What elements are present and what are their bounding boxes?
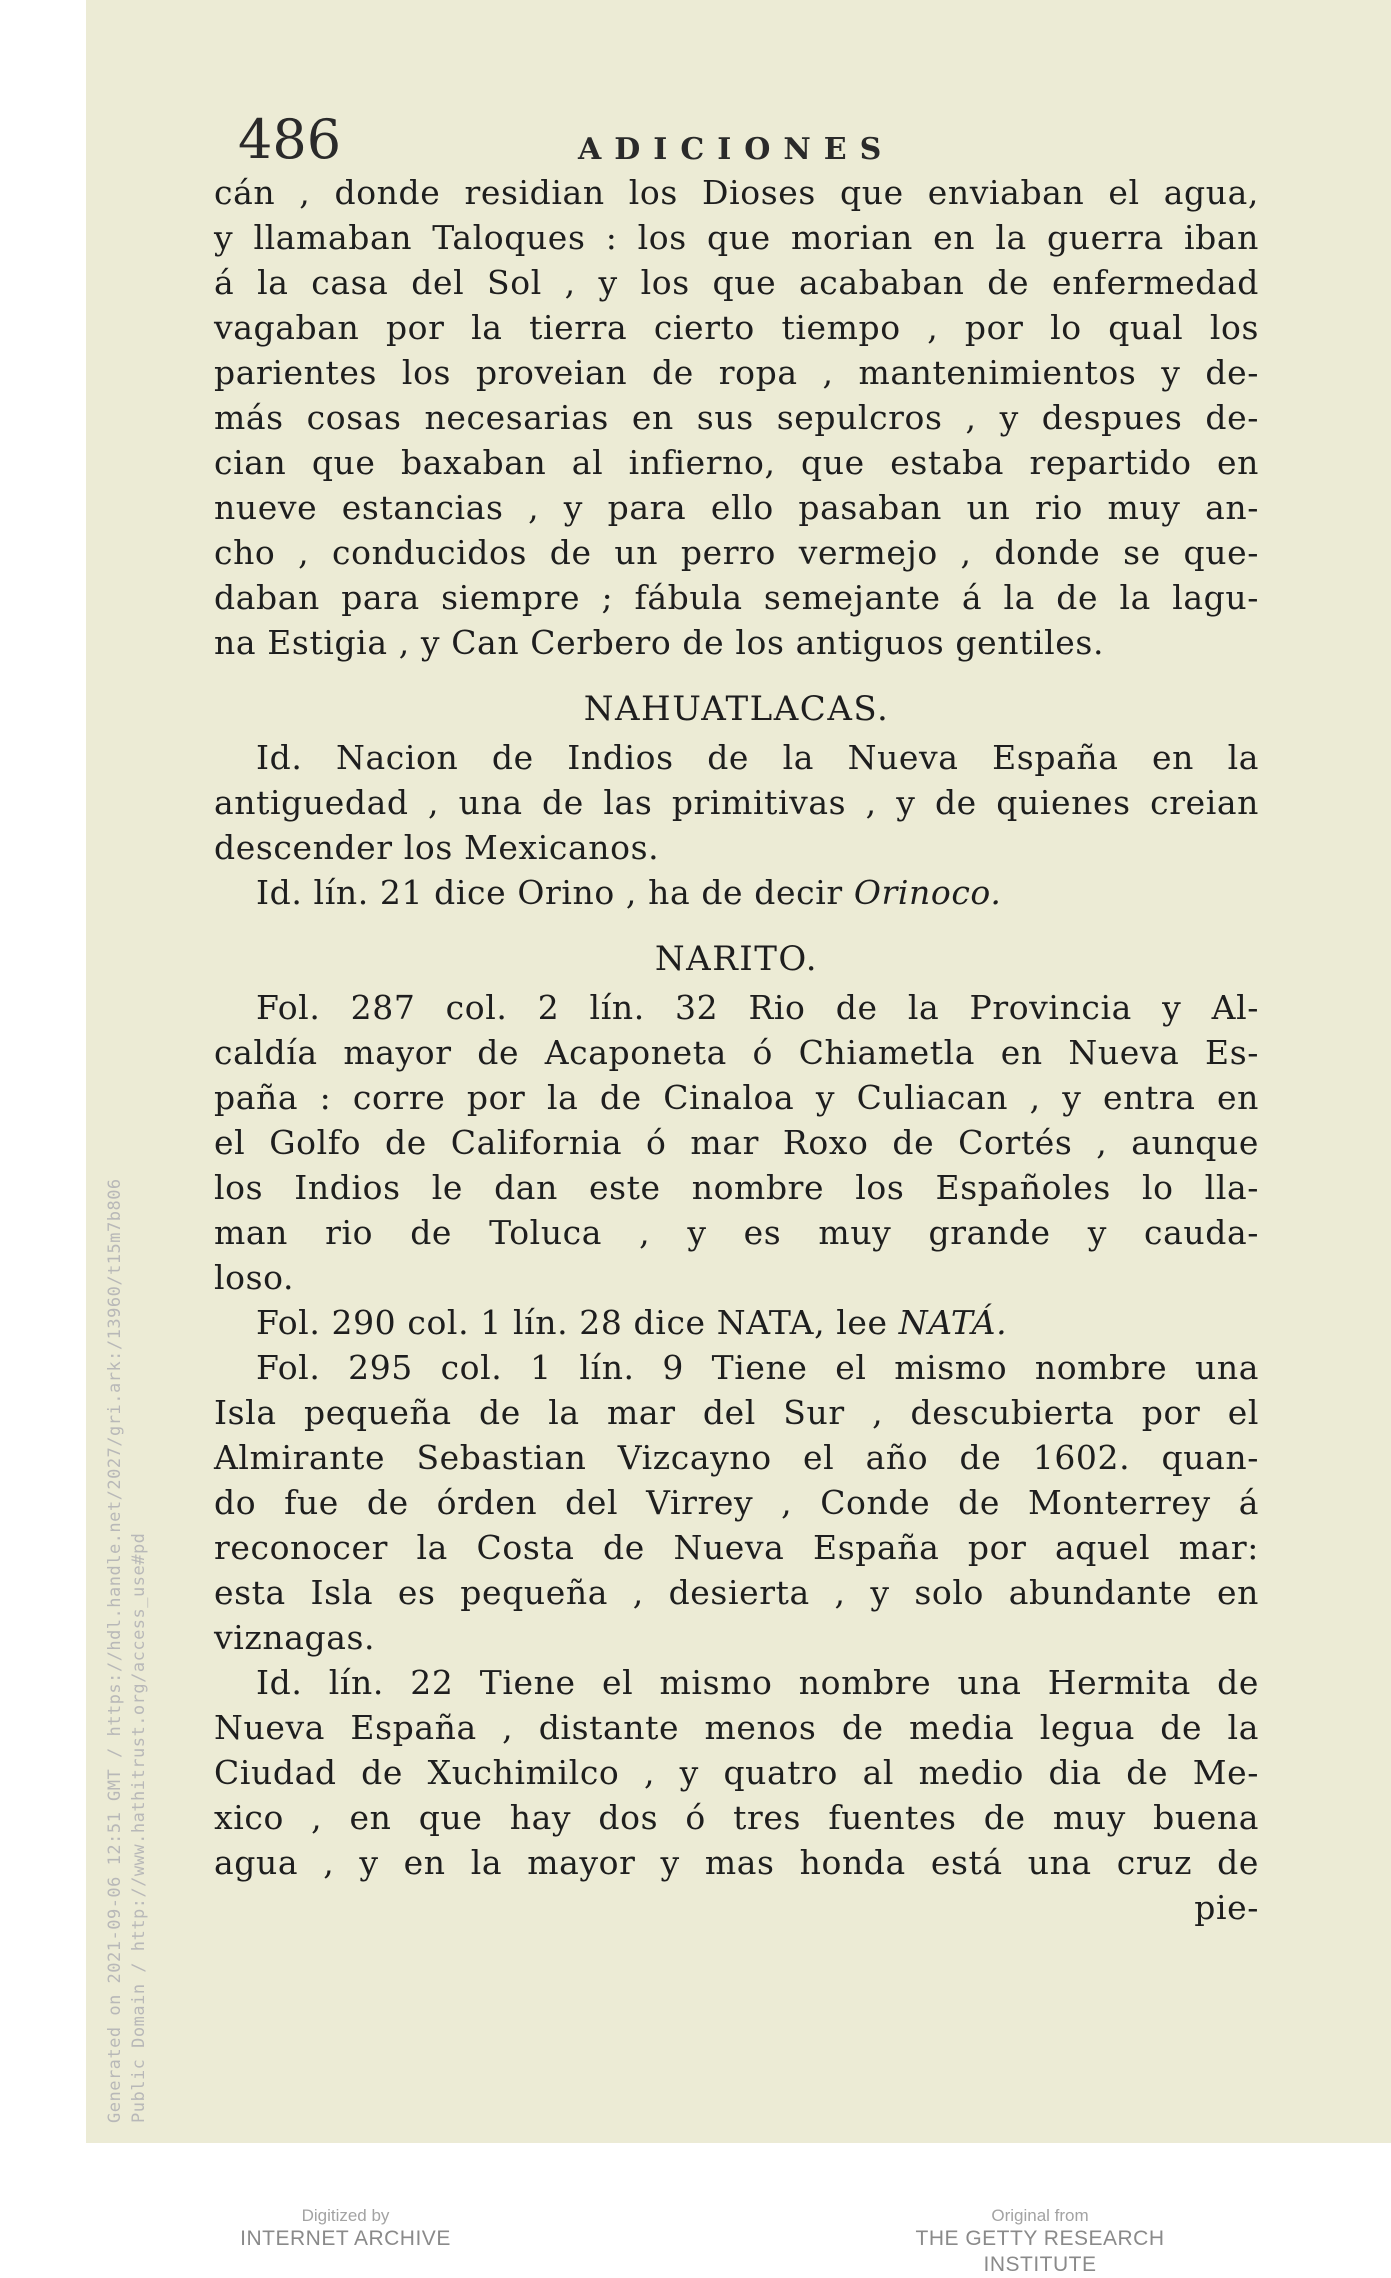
catchword: pie- xyxy=(1194,1888,1259,1927)
text-line: do fue de órden del Virrey , Conde de Monterrey á xyxy=(214,1483,1259,1522)
text-line: Nueva España , distante menos de media legua de la xyxy=(214,1708,1259,1747)
text-line: á la casa del Sol , y los que acababan de enfermedad xyxy=(214,263,1259,302)
text-line: man rio de Toluca , y es muy grande y cauda- xyxy=(214,1213,1259,1252)
text-line: Ciudad de Xuchimilco , y quatro al medio dia de Me- xyxy=(214,1753,1259,1792)
text-line: y llamaban Taloques : los que morian en la guerra iban xyxy=(214,218,1259,257)
text-line: agua , y en la mayor y mas honda está una cruz de xyxy=(214,1843,1259,1882)
text-line: antiguedad , una de las primitivas , y de quienes creian xyxy=(214,783,1259,822)
text-line: Fol. 295 col. 1 lín. 9 Tiene el mismo nombre una xyxy=(256,1348,1259,1387)
margin-note-line-2: Public Domain / http://www.hathitrust.org/access_use#pd xyxy=(129,1532,149,2123)
text-line: Almirante Sebastian Vizcayno el año de 1602. quan- xyxy=(214,1438,1259,1477)
text-line: cian que baxaban al infierno, que estaba repartido en xyxy=(214,443,1259,482)
text-line: paña : corre por la de Cinaloa y Culiacan , y entra en xyxy=(214,1078,1259,1117)
footer-left-big: INTERNET ARCHIVE xyxy=(240,2227,451,2250)
text-line: los Indios le dan este nombre los Españoles lo lla- xyxy=(214,1168,1259,1207)
hathitrust-margin-note xyxy=(86,1053,160,2143)
footer-right-big: THE GETTY RESEARCH INSTITUTE xyxy=(915,2227,1165,2276)
text-line: caldía mayor de Acaponeta ó Chiametla en Nueva Es- xyxy=(214,1033,1259,1072)
text-line: más cosas necesarias en sus sepulcros , y despues de- xyxy=(214,398,1259,437)
page-number: 486 xyxy=(238,108,342,171)
text-line: nueve estancias , y para ello pasaban un rio muy an- xyxy=(214,488,1259,527)
text-line: cho , conducidos de un perro vermejo , donde se que- xyxy=(214,533,1259,572)
correction-italic: NATÁ. xyxy=(898,1303,1008,1342)
footer-original-from xyxy=(860,2206,1220,2278)
paragraph-1 xyxy=(214,170,1259,665)
text-line: cán , donde residian los Dioses que enviaban el agua, xyxy=(214,173,1259,212)
correction-line xyxy=(214,1300,1259,1345)
footer-digitized-by xyxy=(238,2206,453,2252)
text-line: na Estigia , y Can Cerbero de los antiguos gentiles. xyxy=(214,623,1105,662)
digitization-footer xyxy=(0,2206,1391,2276)
text-line: daban para siempre ; fábula semejante á la de la lagu- xyxy=(214,578,1259,617)
correction-text: Id. lín. 21 dice Orino , ha de decir xyxy=(256,873,854,912)
text-line: parientes los proveian de ropa , mantenimientos y de- xyxy=(214,353,1259,392)
narito-entry xyxy=(214,985,1259,1930)
correction-line xyxy=(214,870,1259,915)
body-text xyxy=(214,170,1259,1930)
entry-heading-nahuatlacas: NAHUATLACAS. xyxy=(583,689,890,729)
text-line: Id. Nacion de Indios de la Nueva España en la xyxy=(256,738,1259,777)
text-line: el Golfo de California ó mar Roxo de Cortés , aunque xyxy=(214,1123,1259,1162)
nahuatlacas-entry xyxy=(214,735,1259,915)
correction-italic: Orinoco. xyxy=(853,873,1002,912)
text-line: reconocer la Costa de Nueva España por aquel mar: xyxy=(214,1528,1259,1567)
page-header xyxy=(238,108,1248,171)
footer-right-small: Original from xyxy=(991,2206,1089,2225)
running-head: ADICIONES xyxy=(578,132,895,167)
text-line: vagaban por la tierra cierto tiempo , por lo qual los xyxy=(214,308,1259,347)
text-line: descender los Mexicanos. xyxy=(214,828,660,867)
margin-note-line-1: Generated on 2021-09-06 12:51 GMT / https://hdl.handle.net/2027/gri.ark:/13960/t15m7b806 xyxy=(105,1178,125,2123)
text-line: Id. lín. 22 Tiene el mismo nombre una Hermita de xyxy=(256,1663,1259,1702)
correction-text: Fol. 290 col. 1 lín. 28 dice NATA, lee xyxy=(256,1303,899,1342)
footer-left-small: Digitized by xyxy=(301,2206,390,2225)
text-line: viznagas. xyxy=(214,1618,376,1657)
text-line: loso. xyxy=(214,1258,295,1297)
text-line: Isla pequeña de la mar del Sur , descubierta por el xyxy=(214,1393,1259,1432)
entry-heading-narito: NARITO. xyxy=(654,939,819,979)
text-line: Fol. 287 col. 2 lín. 32 Rio de la Provincia y Al- xyxy=(256,988,1259,1027)
text-line: esta Isla es pequeña , desierta , y solo abundante en xyxy=(214,1573,1259,1612)
text-line: xico , en que hay dos ó tres fuentes de muy buena xyxy=(214,1798,1259,1837)
